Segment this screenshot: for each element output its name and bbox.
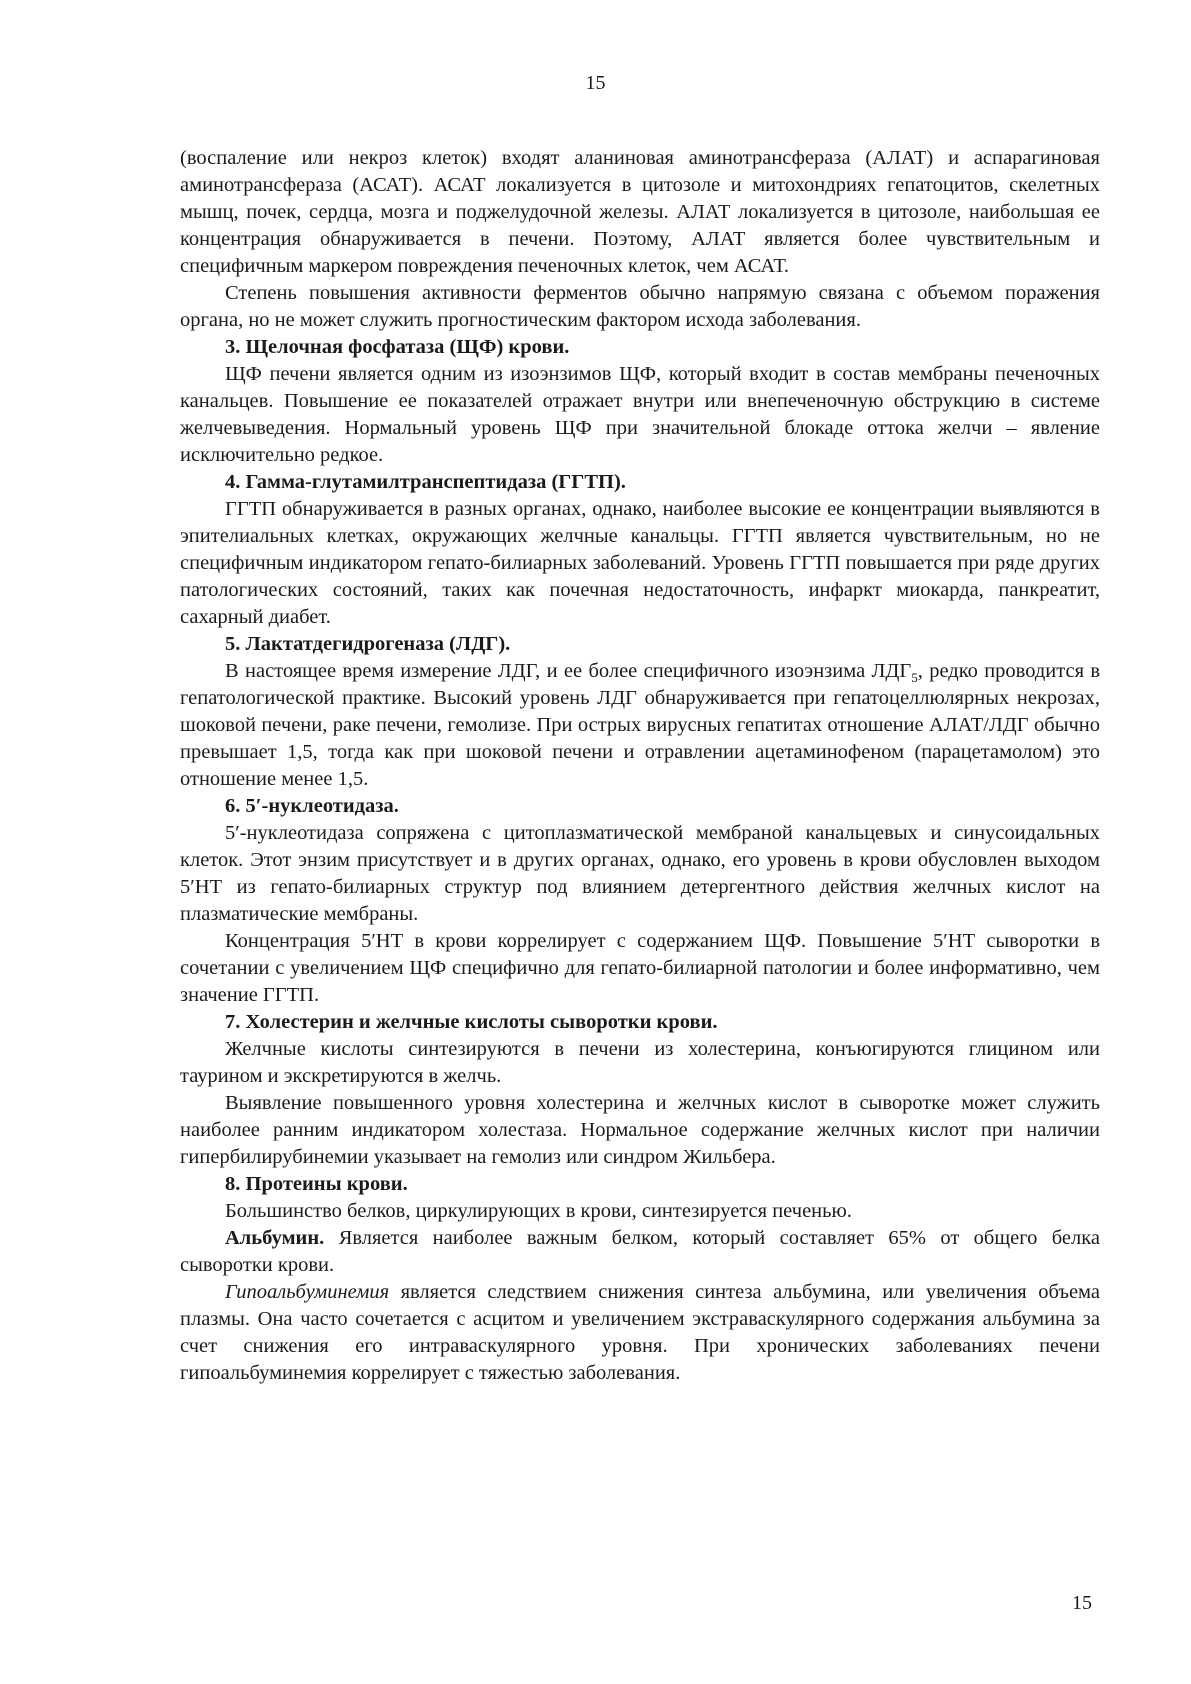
- albumin-description: Является наиболее важным белком, который составляет 65% от общего белка сыворотки крови.: [180, 1227, 1100, 1276]
- paragraph-albumin: [180, 1225, 1100, 1279]
- paragraph-proteins: Большинство белков, циркулирующих в крови, синтезируется печенью.: [225, 1200, 852, 1222]
- section-heading-alkaline-phosphatase: 3. Щелочная фосфатаза (ЩФ) крови.: [225, 336, 570, 358]
- paragraph-ldh: [180, 658, 1100, 793]
- document-body: [180, 145, 1100, 1387]
- hypoalbuminemia-description: является следствием снижения синтеза альбумина, или увеличения объема плазмы. Она часто сочетается с асцитом и увеличением экстраваскулярного содержания альбумина за счет снижения его интраваскулярного уровня. При хронических заболеваниях печени гипоальбуминемия коррелирует с тяжестью заболевания.: [180, 1281, 1100, 1384]
- ldh-text-start: В настоящее время измерение ЛДГ, и ее более специфичного изоэнзима ЛДГ: [225, 660, 912, 682]
- paragraph-hypoalbuminemia: [180, 1279, 1100, 1387]
- paragraph-bile-acids: Желчные кислоты синтезируются в печени из холестерина, конъюгируются глицином или таурином и экскретируются в желчь.: [180, 1038, 1100, 1087]
- section-heading-cholesterol: 7. Холестерин и желчные кислоты сыворотки крови.: [225, 1011, 718, 1033]
- page-number-bottom: 15: [1072, 1592, 1092, 1614]
- hypoalbuminemia-term: Гипоальбуминемия: [225, 1281, 390, 1303]
- paragraph-enzyme-activity: Степень повышения активности ферментов обычно напрямую связана с объемом поражения органа, но не может служить прогностическим фактором исхода заболевания.: [180, 282, 1100, 331]
- paragraph-nucleotidase: 5′-нуклеотидаза сопряжена с цитоплазматической мембраной канальцевых и синусоидальных клеток. Этот энзим присутствует и в других органах, однако, его уровень в крови обусловлен выходом 5′НТ из гепато-билиарных структур под влиянием детергентного действия желчных кислот на плазматические мембраны.: [180, 822, 1100, 925]
- paragraph-nucleotidase-concentration: Концентрация 5′НТ в крови коррелирует с содержанием ЩФ. Повышение 5′НТ сыворотки в сочетании с увеличением ЩФ специфично для гепато-билиарной патологии и более информативно, чем значение ГГТП.: [180, 930, 1100, 1006]
- section-heading-nucleotidase: 6. 5′-нуклеотидаза.: [225, 795, 399, 817]
- ldh-text-end: , редко проводится в гепатологической практике. Высокий уровень ЛДГ обнаруживается при гепатоцеллюлярных некрозах, шоковой печени, раке печени, гемолизе. При острых вирусных гепатитах отношение АЛАТ/ЛДГ обычно превышает 1,5, тогда как при шоковой печени и отравлении ацетаминофеном (парацетамолом) это отношение менее 1,5.: [180, 660, 1101, 790]
- paragraph-ggtp: ГГТП обнаруживается в разных органах, однако, наиболее высокие ее концентрации выявляются в эпителиальных клетках, окружающих желчные канальцы. ГГТП является чувствительным, но не специфичным индикатором гепато-билиарных заболеваний. Уровень ГГТП повышается при ряде других патологических состояний, таких как почечная недостаточность, инфаркт миокарда, панкреатит, сахарный диабет.: [180, 498, 1100, 628]
- paragraph-cholestasis: Выявление повышенного уровня холестерина и желчных кислот в сыворотке может служить наиболее ранним индикатором холестаза. Нормальное содержание желчных кислот при наличии гипербилирубинемии указывает на гемолиз или синдром Жильбера.: [180, 1092, 1100, 1168]
- albumin-term: Альбумин.: [225, 1227, 325, 1249]
- paragraph-alkaline-phosphatase: ЩФ печени является одним из изоэнзимов ЩФ, который входит в состав мембраны печеночных канальцев. Повышение ее показателей отражает внутри или внепеченочную обструкцию в системе желчевыведения. Нормальный уровень ЩФ при значительной блокаде оттока желчи – явление исключительно редкое.: [180, 363, 1100, 466]
- section-heading-ldh: 5. Лактатдегидрогеназа (ЛДГ).: [225, 633, 511, 655]
- section-heading-proteins: 8. Протеины крови.: [225, 1173, 408, 1195]
- section-heading-ggtp: 4. Гамма-глутамилтранспептидаза (ГГТП).: [225, 471, 626, 493]
- ldh-subscript: 5: [911, 670, 918, 686]
- page-number-top: 15: [585, 72, 606, 94]
- paragraph-alat-asat: (воспаление или некроз клеток) входят аланиновая аминотрансфераза (АЛАТ) и аспарагиновая аминотрансфераза (АСАТ). АСАТ локализуется в цитозоле и митохондриях гепатоцитов, скелетных мышц, почек, сердца, мозга и поджелудочной железы. АЛАТ локализуется в цитозоле, наибольшая ее концентрация обнаруживается в печени. Поэтому, АЛАТ является более чувствительным и специфичным маркером повреждения печеночных клеток, чем АСАТ.: [180, 147, 1100, 277]
